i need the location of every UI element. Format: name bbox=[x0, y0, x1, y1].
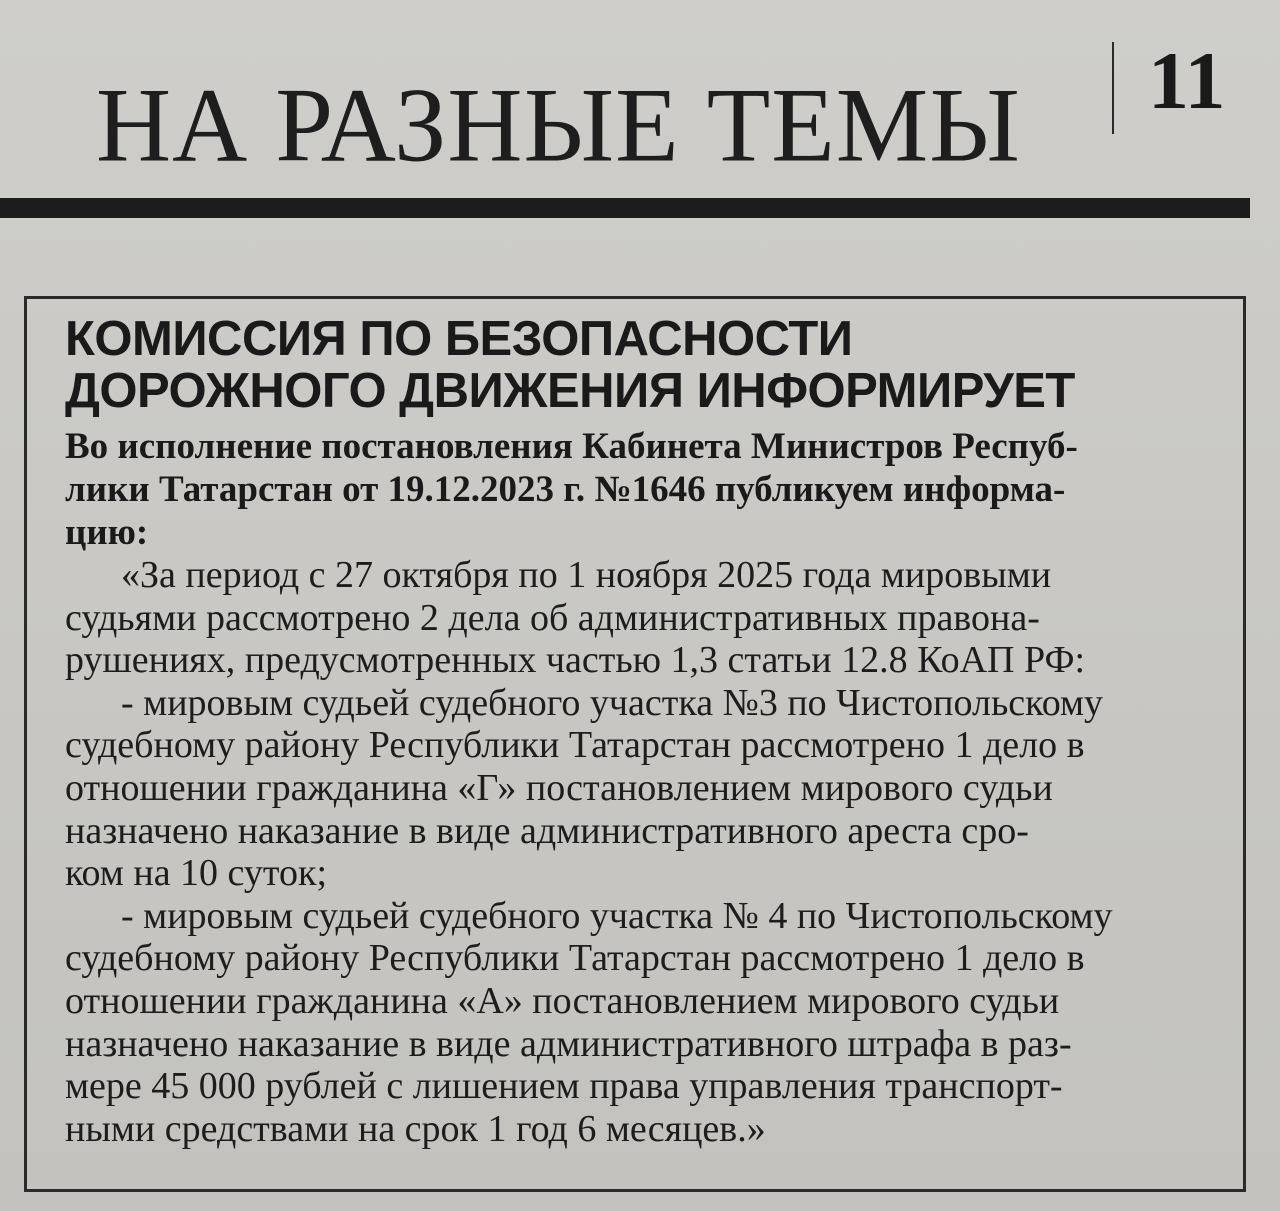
body-line: «За период с 27 октября по 1 ноября 2025 года мировыми bbox=[121, 554, 1052, 596]
article-body bbox=[65, 554, 1223, 1150]
lead-line: лики Татарстан от 19.12.2023 г. №1646 публикуем информа- bbox=[65, 469, 1066, 510]
body-line: ными средствами на срок 1 год 6 месяцев.» bbox=[65, 1107, 766, 1150]
lead-line: Во исполнение постановления Кабинета Министров Респуб- bbox=[65, 426, 1078, 467]
paragraph-case-1 bbox=[65, 682, 1223, 895]
article-box bbox=[24, 296, 1246, 1192]
body-line: - мировым судьей судебного участка №3 по Чистопольскому bbox=[121, 681, 1104, 724]
body-line: судьями рассмотрено 2 дела об административных правона- bbox=[65, 596, 1040, 639]
body-line: назначено наказание в виде административного штрафа в раз- bbox=[65, 1022, 1072, 1065]
body-line: судебному району Республики Татарстан рассмотрено 1 дело в bbox=[65, 937, 1085, 980]
body-line: отношении гражданина «А» постановлением мирового судьи bbox=[65, 979, 1060, 1022]
body-line: судебному району Республики Татарстан рассмотрено 1 дело в bbox=[65, 724, 1085, 767]
body-line: отношении гражданина «Г» постановлением мирового судьи bbox=[65, 766, 1053, 809]
header-divider bbox=[1112, 42, 1114, 134]
article-headline bbox=[65, 313, 1223, 417]
article-lead bbox=[65, 425, 1223, 554]
paragraph-case-2 bbox=[65, 895, 1223, 1151]
lead-line: цию: bbox=[65, 512, 149, 553]
paragraph-summary bbox=[65, 554, 1223, 682]
body-line: ком на 10 суток; bbox=[65, 852, 328, 895]
body-line: мере 45 000 рублей с лишением права управления транспорт- bbox=[65, 1065, 1063, 1108]
page-number: 11 bbox=[1148, 35, 1226, 126]
body-line: назначено наказание в виде административного ареста сро- bbox=[65, 809, 1029, 852]
headline-line: ДОРОЖНОГО ДВИЖЕНИЯ ИНФОРМИРУЕТ bbox=[65, 364, 1075, 418]
section-title: НА РАЗНЫЕ ТЕМЫ bbox=[96, 66, 1021, 185]
body-line: - мировым судьей судебного участка № 4 по Чистопольскому bbox=[121, 894, 1113, 937]
body-line: рушениях, предусмотренных частью 1,3 статьи 12.8 КоАП РФ: bbox=[65, 639, 1086, 682]
headline-line: КОМИССИЯ ПО БЕЗОПАСНОСТИ bbox=[65, 312, 853, 366]
section-rule bbox=[0, 198, 1250, 218]
